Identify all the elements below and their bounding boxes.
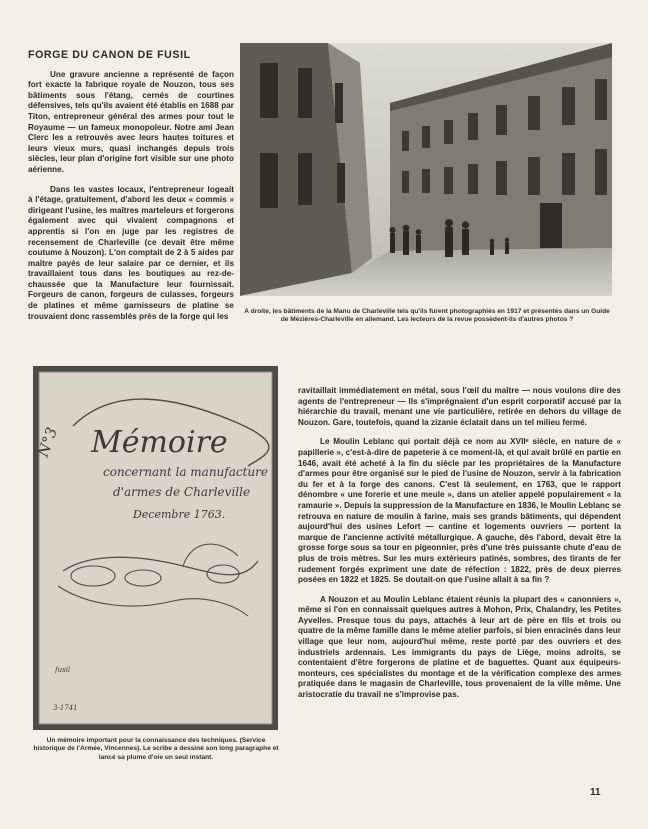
manuscript-title: Mémoire xyxy=(91,425,228,460)
article-column-bottom-right xyxy=(298,386,621,710)
street-photo-caption: A droite, les bâtiments de la Manu de Charleville tels qu'ils furent photographiés en 1917 et présentés dans un Guide de Mézières-Charleville en allemand. Les lecteurs de la revue possèdent-ils d'autres photos ? xyxy=(244,308,610,324)
manuscript-drawing xyxy=(33,366,278,730)
manuscript-line2: d'armes de Charleville xyxy=(113,485,251,499)
street-photo xyxy=(240,43,612,296)
street-photo-drawing xyxy=(240,43,612,296)
manuscript-date: Decembre 1763. xyxy=(133,508,226,521)
manuscript-margin-note: fusil xyxy=(55,666,71,674)
article-paragraph: Une gravure ancienne a représenté de façon fort exacte la fabrique royale de Nouzon, tous ses bâtiments sous l'étang, cernés de courtines défensives, tels qu'ils avaient été établis en 1688 par Titon, entrepreneur général des armes pour tout le Royaume — un fameux monopoleur. Notre ami Jean Clerc les a retrouvés avec leurs hautes toitures et leurs vieux murs, quasi inchangés depuis trois siècles, leur plan d'origine fort visible sur une photo aérienne. xyxy=(28,69,234,174)
article-paragraph: A Nouzon et au Moulin Leblanc étaient réunis la plupart des « canonniers », même si l'on en connaissait quelques autres à Mohon, Prix, Chalandry, les Petites Ayvelles. Presque tous du pays, attachés à leur art de père en fils et trois ou quatre de la même famille dans le même atelier parfois, si bien enracinés dans leur village que leur nom, aujourd'hui même, reste porté par des ouvriers et des industriels ardennais. Les immigrants du pays de Liège, moins adroits, se contentaient d'être forgerons de platine et de baguettes. Quant aux équipeurs-monteurs, ces spécialistes du montage et de la vérification complexe des armes pratiquée dans le magasin de Charleville, tous provenaient de la ville même. Une aristocratie du travail ne s'improvise pas. xyxy=(298,594,621,700)
manuscript-number: N°3 xyxy=(33,424,62,460)
manuscript-photo xyxy=(33,366,278,730)
article-paragraph: Dans les vastes locaux, l'entrepreneur logeait à l'étage, gratuitement, d'abord les deux « commis » dirigeant l'usine, les maîtres marteleurs et forgerons également avec qui vivaient compagnons et apprentis si l'on en juge par les registres de recensement de Charleville (ce devait être même coutume à Nouzon). L'on comptait de 2 à 5 aides par maître payés de leur salaire par ce dernier, et ils travaillaient tous dans les boutiques au rez-de-chaussée que la Manufacture leur fournissait. Forgeurs de canon, forgeurs de culasses, forgeurs de platines et même garnisseurs de platine se trouvaient donc rassemblés près de la forge qui les xyxy=(28,184,234,321)
article-paragraph: Le Moulin Leblanc qui portait déjà ce nom au XVIIᵉ siècle, en nature de « papillerie », c'est-à-dire de papeterie à ce moment-là, et qui avait brûlé en partie en 1646, avait été acheté à la fin du siècle par les propriétaires de la Manufacture d'armes pour être organisé sur le pied de l'usine de Nouzon, servir à la fabrication du fer et à la forge des canons. C'est là seulement, en 1763, que le rapport dénombre « une forerie et une meule », dans un atelier appelé populairement « la ramaurie ». Depuis la suppression de la Manufacture en 1836, le Moulin Leblanc se retrouva en nature de moulin à farine, mais ses grands bâtiments, qui dépendent aujourd'hui des usines Lefort — cantine et logements ouvriers — portent la marque de l'ancienne activité métallurgique. A gauche, dès l'abord, devait être la grosse forge sous sa tour en pigeonnier, près d'une très puissante chute d'eau de plus de trois mètres. Sur les murs extérieurs patinés, sombres, des tirants de fer rudement forgés expriment une date de réfection : 1822, près de deux pierres posées en 1822 et 1825. Se doutait-on que l'usine allait à sa fin ? xyxy=(298,437,621,585)
page-number: 11 xyxy=(590,787,601,798)
manuscript-caption: Un mémoire important pour la connaissance des techniques. (Service historique de l'Armée, Vincennes). Le scribe a dessiné son long paragraphe et lancé sa plume d'oie un seul instant. xyxy=(33,737,279,761)
article-paragraph: ravitaillait immédiatement en métal, sous l'œil du maître — nous voulons dire des agents de l'entrepreneur — Ils s'imprégnaient d'un esprit corporatif accusé par la hiérarchie du travail, menant une vie particulière, retirée en dehors du village de Nouzon. Gare, toutefois, quand la zizanie éclatait dans un tel milieu fermé. xyxy=(298,386,621,427)
article-column-top-left xyxy=(28,50,234,331)
manuscript-line1: concernant la manufacture xyxy=(103,465,268,479)
manuscript-archive-ref: 3-1741 xyxy=(53,704,78,712)
article-title: FORGE DU CANON DE FUSIL xyxy=(28,49,191,61)
